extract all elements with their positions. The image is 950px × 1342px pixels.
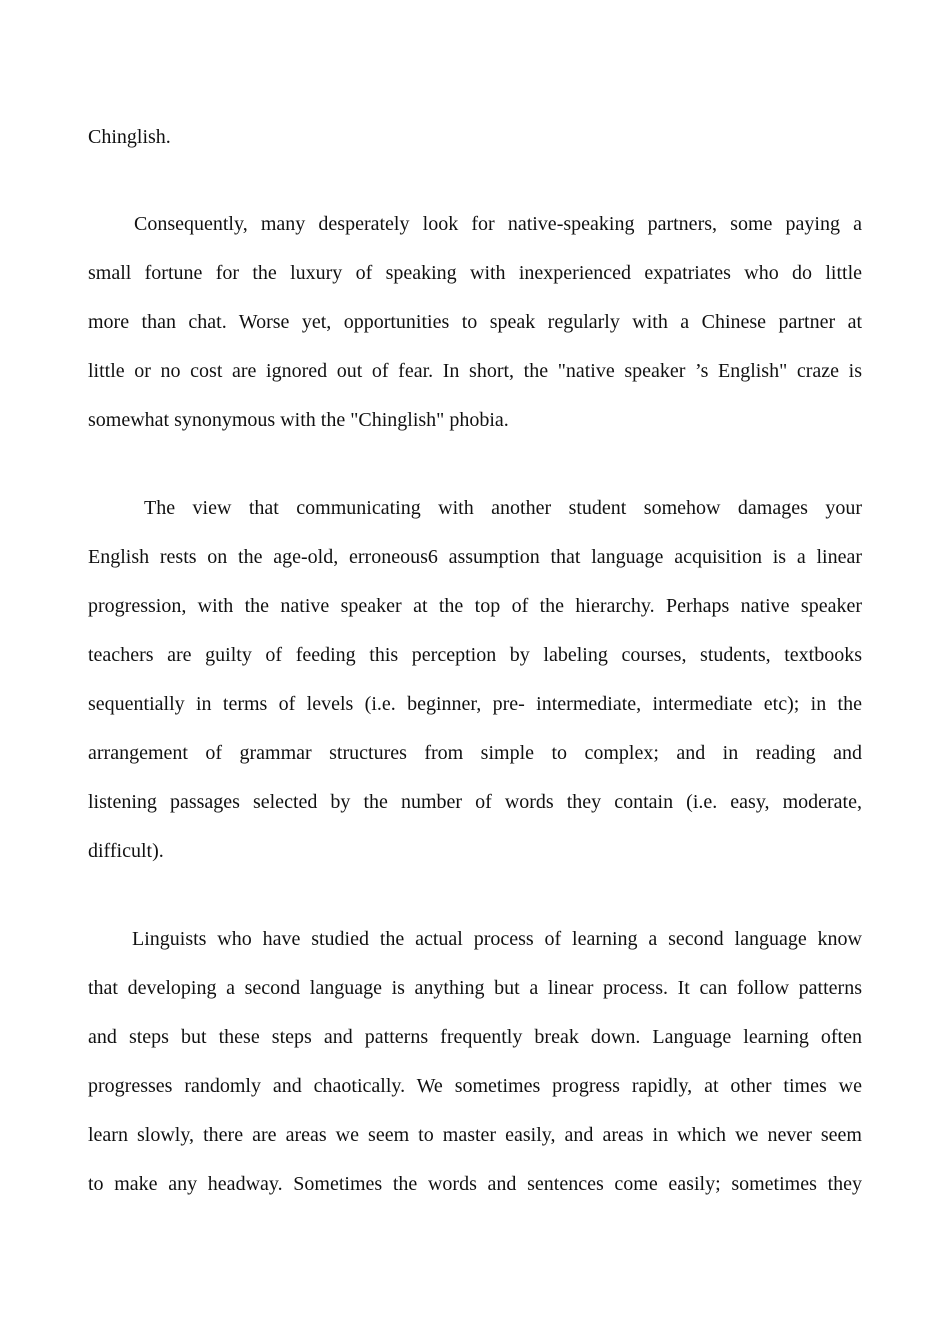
paragraph-3-line-4: teachers are guilty of feeding this perception by labeling courses, students, textbooks [88,644,862,666]
paragraph-2-line-4: little or no cost are ignored out of fear. In short, the "native speaker ’s English" craze is [88,360,862,382]
paragraph-3-line-2: English rests on the age-old, erroneous6 assumption that language acquisition is a linear [88,546,862,568]
paragraph-4-line-2: that developing a second language is anything but a linear process. It can follow patterns [88,977,862,999]
paragraph-3-line-7: listening passages selected by the number of words they contain (i.e. easy, moderate, [88,791,862,813]
paragraph-3-line-3: progression, with the native speaker at the top of the hierarchy. Perhaps native speaker [88,595,862,617]
paragraph-3-line-5: sequentially in terms of levels (i.e. beginner, pre- intermediate, intermediate etc); in the [88,693,862,715]
paragraph-2-line-2: small fortune for the luxury of speaking with inexperienced expatriates who do little [88,262,862,284]
paragraph-4-line-4: progresses randomly and chaotically. We sometimes progress rapidly, at other times we [88,1075,862,1097]
paragraph-3-line-1: The view that communicating with another student somehow damages your [144,497,862,519]
paragraph-4-line-1: Linguists who have studied the actual process of learning a second language know [132,928,862,950]
paragraph-1-line-1: Chinglish. [88,126,171,148]
paragraph-4-line-6: to make any headway. Sometimes the words and sentences come easily; sometimes they [88,1173,862,1195]
paragraph-2-line-5: somewhat synonymous with the "Chinglish" phobia. [88,409,509,431]
paragraph-4-line-5: learn slowly, there are areas we seem to master easily, and areas in which we never seem [88,1124,862,1146]
paragraph-2-line-1: Consequently, many desperately look for native-speaking partners, some paying a [134,213,862,235]
paragraph-4-line-3: and steps but these steps and patterns frequently break down. Language learning often [88,1026,862,1048]
paragraph-3-line-8: difficult). [88,840,164,862]
paragraph-2-line-3: more than chat. Worse yet, opportunities to speak regularly with a Chinese partner at [88,311,862,333]
paragraph-3-line-6: arrangement of grammar structures from simple to complex; and in reading and [88,742,862,764]
